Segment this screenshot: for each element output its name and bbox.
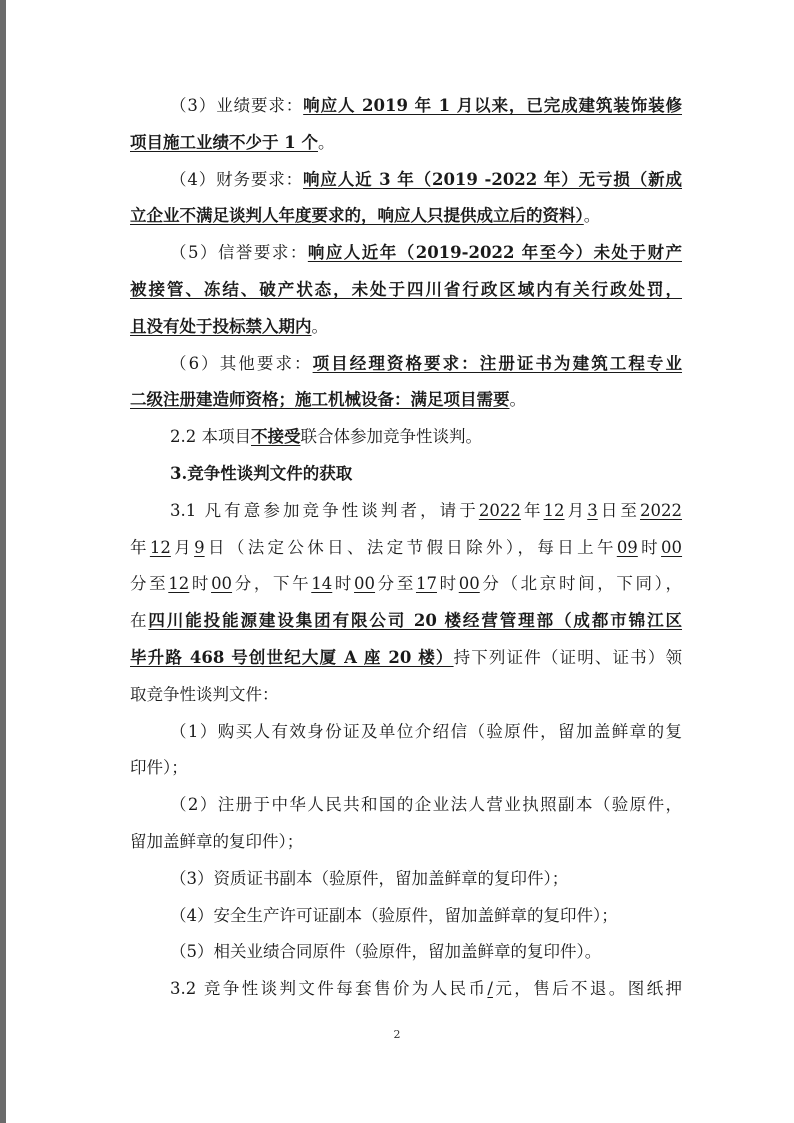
list-item-1-line2: 印件）； bbox=[130, 758, 188, 778]
para-credit-line3: 且没有处于投标禁入期内。 bbox=[130, 316, 328, 336]
list-item-2-line2: 留加盖鲜章的复印件）； bbox=[130, 831, 304, 851]
para-other-line2: 二级注册建造师资格；施工机械设备：满足项目需要。 bbox=[130, 390, 526, 410]
list-item-1-line1: （1）购买人有效身份证及单位介绍信（验原件，留加盖鲜章的复 bbox=[170, 721, 682, 741]
list-item-2-line1: （2）注册于中华人民共和国的企业法人营业执照副本（验原件， bbox=[170, 795, 682, 815]
para-performance-line2: 项目施工业绩不少于 1 个。 bbox=[130, 132, 335, 152]
para-finance-line1: （4）财务要求：响应人近 3 年（2019 -2022 年）无亏损（新成 bbox=[170, 169, 683, 189]
page-number: 2 bbox=[393, 1028, 401, 1041]
para-3-1-line3: 分至12时00分，下午14时00分至17时00分（北京时间，下同）， bbox=[130, 574, 683, 594]
para-3-1-line2: 年12月9日（法定公休日、法定节假日除外），每日上午09时00 bbox=[130, 537, 683, 557]
para-other-line1: （6）其他要求：项目经理资格要求：注册证书为建筑工程专业 bbox=[170, 353, 683, 373]
para-3-1-line4: 在四川能投能源建设集团有限公司 20 楼经营管理部（成都市锦江区 bbox=[130, 611, 683, 631]
para-credit-line1: （5）信誉要求：响应人近年（2019-2022 年至今）未处于财产 bbox=[170, 243, 682, 263]
para-credit-line2: 被接管、冻结、破产状态，未处于四川省行政区域内有关行政处罚， bbox=[130, 279, 682, 299]
para-3-1-line6: 取竞争性谈判文件： bbox=[130, 684, 279, 704]
section-heading-3: 3.竞争性谈判文件的获取 bbox=[170, 463, 353, 483]
list-item-4: （4）安全生产许可证副本（验原件，留加盖鲜章的复印件）； bbox=[170, 905, 618, 925]
para-3-1-line5: 毕升路 468 号创世纪大厦 A 座 20 楼）持下列证件（证明、证书）领 bbox=[130, 647, 683, 667]
para-3-1-line1: 3.1 凡有意参加竞争性谈判者，请于2022年12月3日至2022 bbox=[170, 500, 683, 520]
list-item-3: （3）资质证书副本（验原件，留加盖鲜章的复印件）； bbox=[170, 868, 569, 888]
para-performance-line1: （3）业绩要求：响应人 2019 年 1 月以来，已完成建筑装饰装修 bbox=[170, 96, 682, 115]
scan-edge bbox=[0, 0, 6, 1123]
para-2-2: 2.2 本项目不接受联合体参加竞争性谈判。 bbox=[170, 427, 482, 447]
document-page bbox=[130, 88, 682, 1008]
para-3-2: 3.2 竞争性谈判文件每套售价为人民币/元，售后不退。图纸押 bbox=[170, 979, 682, 999]
para-finance-line2: 立企业不满足谈判人年度要求的，响应人只提供成立后的资料）。 bbox=[130, 206, 601, 226]
list-item-5: （5）相关业绩合同原件（验原件，留加盖鲜章的复印件）。 bbox=[170, 942, 602, 962]
